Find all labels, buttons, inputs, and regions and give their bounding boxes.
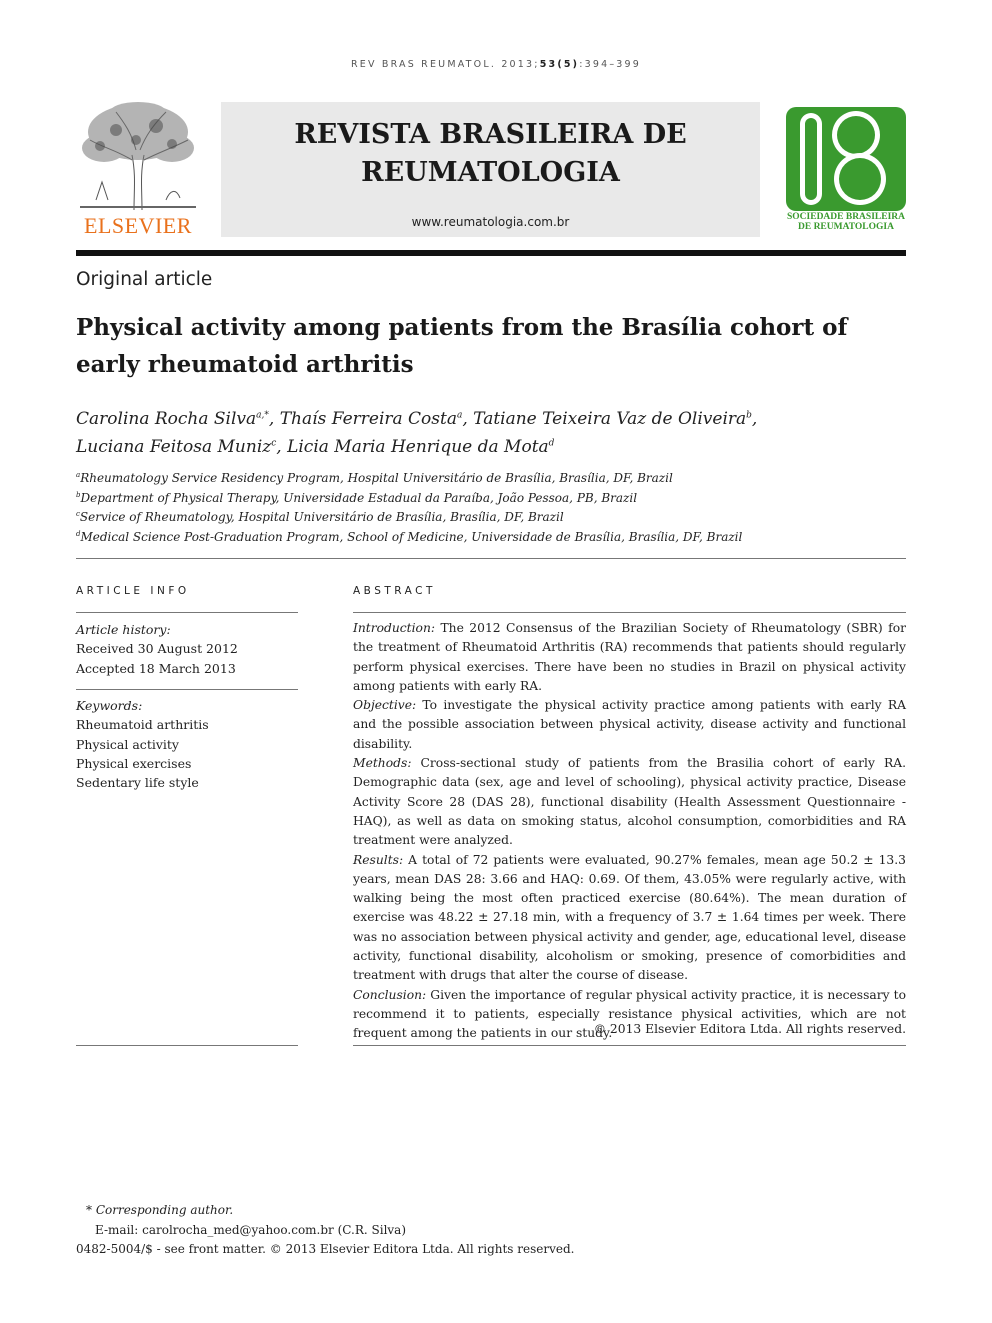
article-info-rule-top [76, 612, 298, 613]
author-line1 [76, 405, 906, 433]
running-head-pages: :394–399 [579, 59, 642, 70]
keyword-item: Physical activity [76, 736, 179, 752]
abstract-introduction [353, 619, 906, 696]
author-name[interactable]: Carolina Rocha Silva [76, 409, 257, 429]
article-info-rule-bottom [76, 1045, 298, 1046]
elsevier-tree-icon [76, 100, 200, 212]
author-separator: , [751, 409, 758, 429]
author-affiliation-mark: d [548, 438, 555, 449]
abstract-copyright: © 2013 Elsevier Editora Ltda. All rights reserved. [593, 1022, 906, 1036]
abstract-section-text: Cross-sectional study of patients from the Brasilia cohort of early RA. Demographic data (sex, age and level of schooling), physical activity practice, Disease Activity Score 28 (DAS 28), functional disability (Health Assessment Questionnaire - HAQ), as well as data on smoking status, alcohol consumption, comorbidities and RA treatment were analyzed. [353, 756, 906, 848]
affiliation-item [76, 489, 906, 509]
accepted-date: Accepted 18 March 2013 [76, 660, 236, 676]
corresponding-author-note [76, 1201, 776, 1221]
abstract-section-label: Introduction: [353, 621, 436, 635]
author-name[interactable]: Luciana Feitosa Muniz [76, 437, 272, 457]
author-affiliation-mark: b [746, 410, 752, 421]
article-history-label: Article history: [76, 622, 171, 637]
affiliation-mark: a [76, 471, 81, 479]
keywords-label: Keywords: [76, 698, 143, 713]
author-separator: , [276, 437, 288, 457]
abstract-section-label: Objective: [353, 698, 417, 713]
header-divider-bar [76, 250, 906, 256]
sbr-logo [786, 107, 906, 237]
affiliation-item [76, 508, 906, 528]
affiliation-item [76, 528, 906, 548]
received-date: Received 30 August 2012 [76, 641, 238, 657]
keywords [76, 696, 298, 792]
affiliation-mark: d [76, 529, 81, 538]
article-info-rule-mid [76, 689, 298, 690]
author-name[interactable]: Licia Maria Henrique da Mota [287, 437, 549, 457]
journal-title-line1: REVISTA BRASILEIRA DE [294, 119, 687, 150]
running-head [0, 59, 992, 70]
affiliations-divider [76, 558, 906, 559]
journal-title-box [221, 102, 760, 237]
author-line2 [76, 433, 906, 461]
abstract-objective [353, 696, 906, 754]
affiliation-list [76, 469, 906, 547]
abstract-section-text: The 2012 Consensus of the Brazilian Society of Rheumatology (SBR) for the treatment of Rheumatoid Arthritis (RA) recommends that patients should regularly perform physical exercises. There have been no studies in Brazil on physical activity among patients with early RA. [353, 621, 906, 693]
corresponding-email[interactable]: E-mail: carolrocha_med@yahoo.com.br (C.R. Silva) [95, 1222, 407, 1237]
article-info-heading: ARTICLE INFO [76, 585, 190, 597]
author-affiliation-mark: c [271, 438, 277, 449]
abstract-methods [353, 754, 906, 850]
author-affiliation-mark: a [456, 410, 463, 421]
keyword-item: Sedentary life style [76, 775, 199, 791]
author-list [76, 405, 906, 461]
abstract-section-text: Given the importance of regular physical activity practice, it is necessary to recommend it to patients, especially resistance physical activities, which are not frequent among the patients in our study. [353, 987, 906, 1041]
affiliation-item [76, 469, 906, 489]
article-title [76, 309, 906, 383]
sbr-name-line2: DE REUMATOLOGIA [798, 222, 894, 232]
affiliation-text: Medical Science Post-Graduation Program, School of Medicine, Universidade de Brasília, Brasília, DF, Brazil [80, 529, 743, 544]
article-history [76, 620, 298, 678]
sbr-name-line1: SOCIEDADE BRASILEIRA [787, 212, 905, 222]
author-name[interactable]: Thaís Ferreira Costa [279, 409, 457, 429]
author-separator: , [462, 409, 474, 429]
article-type: Original article [76, 269, 213, 290]
article-title-line1: Physical activity among patients from the Brasília cohort of [76, 314, 848, 341]
abstract-body [353, 619, 906, 1044]
affiliation-mark: b [76, 490, 81, 499]
sbr-emblem-icon [786, 107, 906, 211]
running-head-year: 2013; [501, 59, 540, 70]
keyword-item: Physical exercises [76, 755, 192, 771]
abstract-rule-top [353, 612, 906, 613]
author-affiliation-mark: a,* [256, 410, 269, 421]
abstract-results [353, 851, 906, 986]
author-name[interactable]: Tatiane Teixeira Vaz de Oliveira [473, 409, 747, 429]
elsevier-wordmark: ELSEVIER [84, 213, 192, 238]
affiliation-mark: c [76, 510, 80, 518]
sbr-name [786, 212, 906, 232]
issn-line: 0482-5004/$ - see front matter. © 2013 Elsevier Editora Ltda. All rights reserved. [76, 1242, 575, 1256]
corresponding-label: Corresponding author. [95, 1203, 234, 1217]
running-head-journal: REV BRAS REUMATOL. [350, 59, 497, 70]
elsevier-logo [76, 100, 200, 240]
affiliation-text: Department of Physical Therapy, Universidade Estadual da Paraíba, João Pessoa, PB, Brazil [80, 490, 638, 505]
affiliation-text: Service of Rheumatology, Hospital Universitário de Brasília, Brasília, DF, Brazil [79, 510, 564, 524]
footnotes [76, 1201, 776, 1260]
author-separator: , [268, 409, 280, 429]
abstract-section-label: Conclusion: [353, 987, 427, 1002]
journal-url-link[interactable]: www.reumatologia.com.br [411, 215, 570, 229]
abstract-rule-bottom [353, 1045, 906, 1046]
abstract-section-text: To investigate the physical activity practice among patients with early RA and the possible association between physical activity, disease activity and functional disability. [353, 698, 906, 751]
journal-title-line2: REUMATOLOGIA [361, 157, 620, 188]
abstract-heading: ABSTRACT [353, 585, 436, 597]
abstract-section-text: A total of 72 patients were evaluated, 90.27% females, mean age 50.2 ± 13.3 years, mean DAS 28: 3.66 and HAQ: 0.69. Of them, 43.05% were regularly active, with walking being the most often practiced exercise (80.64%). The mean duration of exercise was 48.22 ± 27.18 min, with a frequency of 3.7 ± 1.64 times per week. There was no association between physical activity and gender, age, educational level, disease activity, functional disability, alcoholism or smoking, presence of comorbidities and treatment with drugs that alter the course of disease. [353, 852, 906, 983]
abstract-section-label: Results: [353, 852, 404, 867]
article-title-line2: early rheumatoid arthritis [76, 351, 414, 378]
abstract-section-label: Methods: [353, 756, 412, 771]
journal-title [221, 116, 760, 192]
corresponding-mark: * [86, 1203, 92, 1217]
affiliation-text: Rheumatology Service Residency Program, Hospital Universitário de Brasília, Brasília, DF, Brazil [80, 471, 673, 485]
keyword-item: Rheumatoid arthritis [76, 717, 209, 733]
running-head-volume: 53(5) [539, 59, 580, 70]
